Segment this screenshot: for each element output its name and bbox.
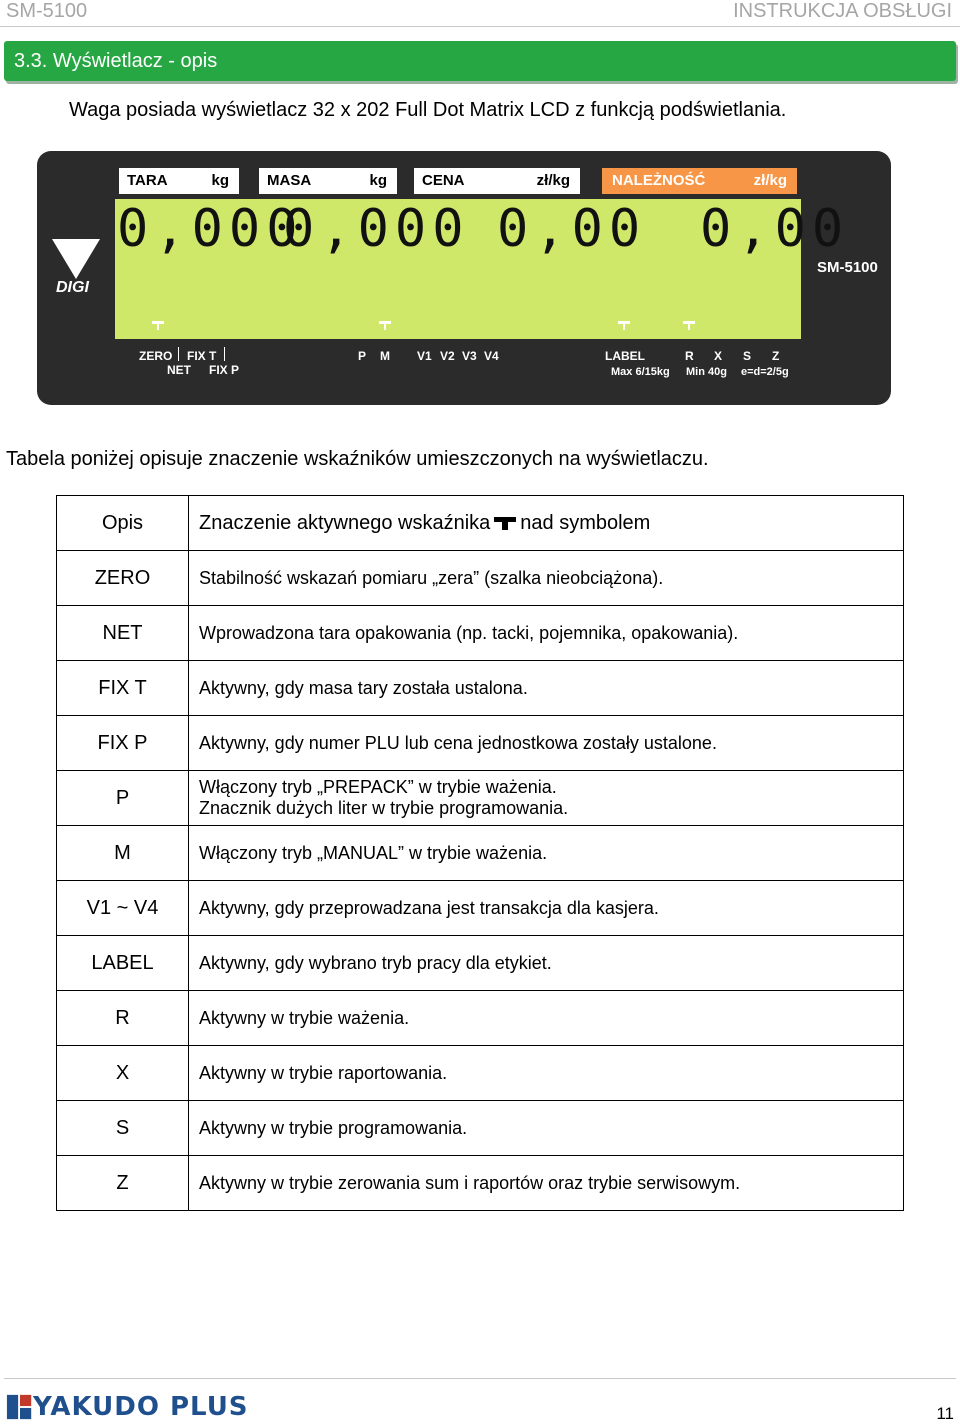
row-symbol: R: [57, 991, 189, 1046]
row-meaning: Aktywny, gdy wybrano tryb pracy dla etykiet.: [189, 936, 904, 991]
label-p: P: [358, 349, 367, 363]
label-m: M: [380, 349, 390, 363]
label-v4: V4: [484, 349, 499, 363]
row-meaning: Aktywny w trybie raportowania.: [189, 1046, 904, 1101]
lcd-display-panel: [37, 151, 891, 405]
header-model: SM-5100: [6, 0, 88, 22]
label-z: Z: [772, 349, 780, 363]
readout-naleznosc: 0,00: [700, 199, 850, 259]
tab-cena-unit: zł/kg: [536, 172, 570, 189]
table-row: [57, 771, 904, 826]
label-max-capacity: Max 6/15kg: [611, 366, 670, 378]
table-row: [57, 716, 904, 771]
tab-naleznosc-unit: zł/kg: [753, 172, 787, 189]
tab-cena: [414, 168, 580, 194]
label-v3: V3: [462, 349, 477, 363]
indicator-tee-icon: [152, 321, 164, 330]
label-v2: V2: [440, 349, 455, 363]
tab-masa-unit: kg: [369, 172, 387, 189]
indicator-tee-icon: [494, 517, 516, 529]
tab-tara-label: TARA: [127, 172, 168, 189]
row-meaning: Aktywny, gdy numer PLU lub cena jednostkowa zostały ustalone.: [189, 716, 904, 771]
table-row: [57, 661, 904, 716]
table-row: [57, 826, 904, 881]
indicator-tee-icon: [379, 321, 391, 330]
row-symbol: ZERO: [57, 551, 189, 606]
label-zero: ZERO: [139, 349, 173, 363]
label-v1: V1: [417, 349, 432, 363]
indicator-tee-icon: [683, 321, 695, 330]
label-label: LABEL: [605, 349, 645, 363]
row-symbol: NET: [57, 606, 189, 661]
row-symbol: X: [57, 1046, 189, 1101]
table-row: [57, 551, 904, 606]
row-meaning: Aktywny, gdy masa tary została ustalona.: [189, 661, 904, 716]
page-number: 11: [936, 1404, 954, 1423]
table-row: [57, 991, 904, 1046]
tab-masa-label: MASA: [267, 172, 312, 189]
readout-tara: 0,000: [117, 199, 304, 259]
footer-brand: YAKUDO PLUS: [33, 1392, 249, 1422]
label-divider: [178, 347, 179, 361]
table-header-row: [57, 496, 904, 551]
row-meaning-line: Włączony tryb „PREPACK” w trybie ważenia.: [199, 777, 557, 797]
row-symbol: FIX T: [57, 661, 189, 716]
intro-text: Waga posiada wyświetlacz 32 x 202 Full Dot Matrix LCD z funkcją podświetlania.: [69, 99, 787, 121]
header-manual-title: INSTRUKCJA OBSŁUGI: [733, 0, 952, 22]
header-divider: [0, 26, 960, 27]
table-header-meaning: [189, 496, 904, 551]
label-min-capacity: Min 40g: [686, 366, 727, 378]
table-row: [57, 1046, 904, 1101]
row-symbol: Z: [57, 1156, 189, 1211]
table-row: [57, 936, 904, 991]
row-meaning: Wprowadzona tara opakowania (np. tacki, pojemnika, opakowania).: [189, 606, 904, 661]
digi-logo-icon: [52, 239, 100, 279]
tab-cena-label: CENA: [422, 172, 465, 189]
section-bar: [4, 41, 956, 81]
tab-naleznosc: [602, 168, 797, 194]
label-fix-t: FIX T: [187, 349, 217, 363]
row-meaning: Aktywny w trybie programowania.: [189, 1101, 904, 1156]
table-header-description: Opis: [57, 496, 189, 551]
row-meaning: Włączony tryb „MANUAL” w trybie ważenia.: [189, 826, 904, 881]
row-symbol: FIX P: [57, 716, 189, 771]
tab-masa: [259, 168, 397, 194]
label-net: NET: [167, 363, 191, 377]
digi-logo-text: DIGI: [56, 279, 89, 296]
indicator-description-table: [56, 495, 904, 1211]
tab-naleznosc-label: NALEŻNOŚĆ: [612, 172, 706, 189]
lcd-model-badge: SM-5100: [817, 259, 878, 276]
row-meaning: Aktywny w trybie zerowania sum i raportów oraz trybie serwisowym.: [189, 1156, 904, 1211]
table-intro-text: Tabela poniżej opisuje znaczenie wskaźników umieszczonych na wyświetlaczu.: [6, 448, 709, 470]
header-meaning-after: nad symbolem: [520, 511, 651, 534]
table-row: [57, 1156, 904, 1211]
readout-masa: 0,000: [283, 199, 470, 259]
tab-tara: [119, 168, 239, 194]
row-meaning: [189, 771, 904, 826]
row-symbol: LABEL: [57, 936, 189, 991]
section-title: 3.3. Wyświetlacz - opis: [14, 50, 218, 72]
indicator-tee-icon: [618, 321, 630, 330]
label-division: e=d=2/5g: [741, 366, 789, 378]
label-fix-p: FIX P: [209, 363, 240, 377]
row-meaning: Aktywny, gdy przeprowadzana jest transakcja dla kasjera.: [189, 881, 904, 936]
row-symbol: M: [57, 826, 189, 881]
row-meaning-line: Znacznik dużych liter w trybie programowania.: [199, 798, 569, 818]
table-row: [57, 606, 904, 661]
readout-cena: 0,00: [497, 199, 647, 259]
row-meaning: Stabilność wskazań pomiaru „zera” (szalka nieobciążona).: [189, 551, 904, 606]
label-r: R: [685, 349, 694, 363]
label-s: S: [743, 349, 752, 363]
row-symbol: V1 ~ V4: [57, 881, 189, 936]
table-row: [57, 1101, 904, 1156]
label-x: X: [714, 349, 723, 363]
row-meaning: Aktywny w trybie ważenia.: [189, 991, 904, 1046]
tab-tara-unit: kg: [211, 172, 229, 189]
footer-divider: [4, 1378, 956, 1379]
yakudo-logo-icon: [6, 1392, 34, 1422]
row-symbol: P: [57, 771, 189, 826]
label-divider: [224, 347, 225, 361]
row-symbol: S: [57, 1101, 189, 1156]
table-row: [57, 881, 904, 936]
header-meaning-before: Znaczenie aktywnego wskaźnika: [199, 511, 491, 534]
